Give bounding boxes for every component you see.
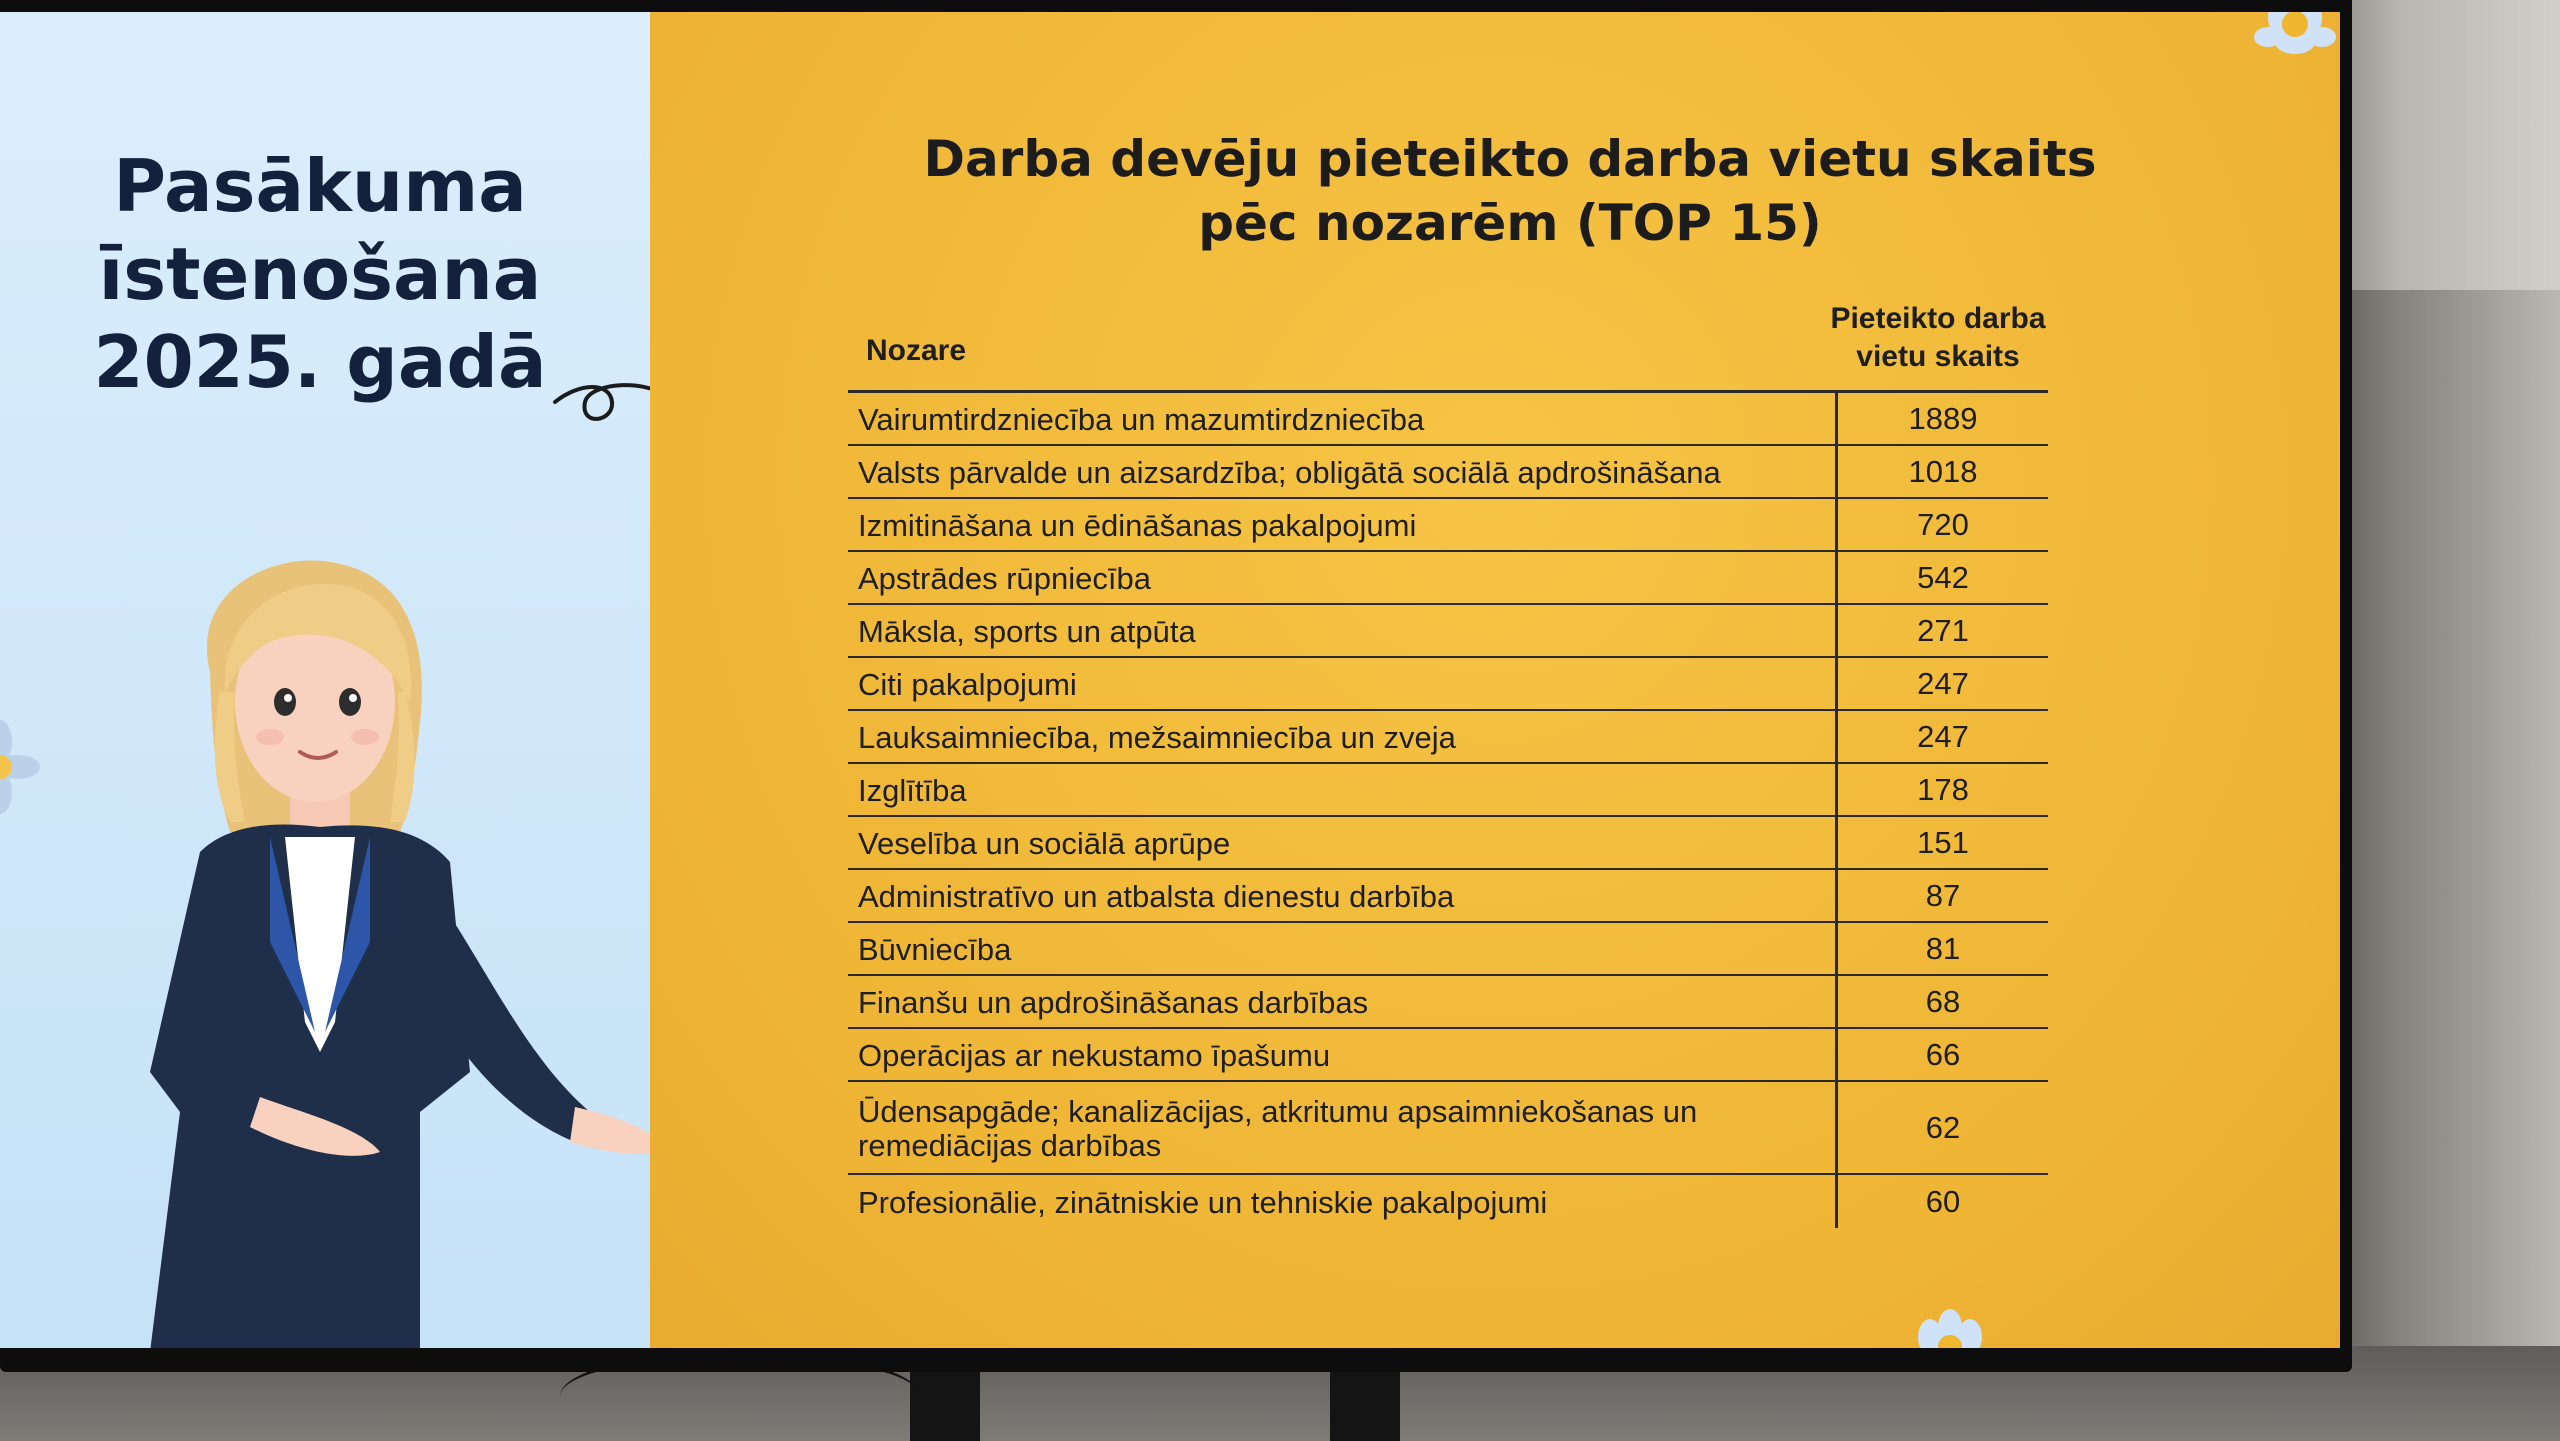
count-cell: 81 xyxy=(1925,930,1961,966)
table-row xyxy=(848,870,2048,923)
count-cell: 1889 xyxy=(1908,400,1978,436)
header-count xyxy=(1828,300,2048,376)
presentation-slide xyxy=(0,12,2340,1348)
count-cell: 66 xyxy=(1925,1036,1961,1072)
header-count-line: vietu skaits xyxy=(1856,340,2020,373)
table-row xyxy=(848,1175,2048,1228)
sector-cell: Izmitināšana un ēdināšanas pakalpojumi xyxy=(848,499,1838,550)
table-row xyxy=(848,605,2048,658)
count-cell: 247 xyxy=(1917,665,1969,701)
side-title-line: īstenošana xyxy=(98,232,542,316)
header-count-line: Pieteikto darba xyxy=(1830,302,2046,335)
sector-cell: Operācijas ar nekustamo īpašumu xyxy=(848,1029,1838,1080)
jobs-by-sector-table xyxy=(848,300,2048,1228)
sector-cell: Finanšu un apdrošināšanas darbības xyxy=(848,976,1838,1027)
daisy-flower-icon xyxy=(1900,1302,2000,1348)
table-header xyxy=(848,300,2048,393)
side-title-line: 2025. gadā xyxy=(93,320,547,404)
slide-side-title xyxy=(60,142,580,406)
table-row xyxy=(848,552,2048,605)
header-sector: Nozare xyxy=(866,334,967,367)
presenter-illustration xyxy=(120,552,680,1348)
daisy-flower-icon xyxy=(2250,12,2340,72)
table-row xyxy=(848,923,2048,976)
count-cell: 151 xyxy=(1917,824,1969,860)
count-cell: 68 xyxy=(1925,983,1961,1019)
count-cell: 1018 xyxy=(1908,453,1978,489)
table-row xyxy=(848,393,2048,446)
count-cell: 720 xyxy=(1917,506,1969,542)
sector-cell: Valsts pārvalde un aizsardzība; obligātā sociālā apdrošināšana xyxy=(848,446,1838,497)
sector-cell: Lauksaimniecība, mežsaimniecība un zveja xyxy=(848,711,1838,762)
slide-title xyxy=(850,127,2170,255)
count-cell: 247 xyxy=(1917,718,1969,754)
table-row xyxy=(848,1029,2048,1082)
count-cell: 60 xyxy=(1925,1183,1961,1219)
table-row xyxy=(848,658,2048,711)
table-row xyxy=(848,499,2048,552)
sector-cell: Citi pakalpojumi xyxy=(848,658,1838,709)
table-row xyxy=(848,446,2048,499)
side-title-line: Pasākuma xyxy=(113,144,527,228)
sector-cell: Veselība un sociālā aprūpe xyxy=(848,817,1838,868)
sector-cell: Būvniecība xyxy=(848,923,1838,974)
count-cell: 178 xyxy=(1917,771,1969,807)
slide-title-line: pēc nozarēm (TOP 15) xyxy=(1198,194,1822,252)
slide-left-panel xyxy=(0,12,650,1348)
sector-cell: Vairumtirdzniecība un mazumtirdzniecība xyxy=(848,393,1838,444)
wall-shadow xyxy=(2340,290,2560,1441)
sector-cell: Profesionālie, zinātniskie un tehniskie pakalpojumi xyxy=(848,1175,1838,1228)
sector-cell: Ūdensapgāde; kanalizācijas, atkritumu apsaimniekošanas un remediācijas darbības xyxy=(848,1082,1838,1173)
count-cell: 62 xyxy=(1925,1109,1961,1145)
sector-cell: Apstrādes rūpniecība xyxy=(848,552,1838,603)
daisy-flower-icon xyxy=(0,712,40,822)
table-row xyxy=(848,764,2048,817)
count-cell: 271 xyxy=(1917,612,1969,648)
count-cell: 87 xyxy=(1925,877,1961,913)
table-row xyxy=(848,711,2048,764)
count-cell: 542 xyxy=(1917,559,1969,595)
sector-cell: Izglītība xyxy=(848,764,1838,815)
table-row xyxy=(848,976,2048,1029)
sector-cell: Māksla, sports un atpūta xyxy=(848,605,1838,656)
slide-title-line: Darba devēju pieteikto darba vietu skaits xyxy=(923,130,2097,188)
table-row xyxy=(848,817,2048,870)
sector-cell: Administratīvo un atbalsta dienestu darbība xyxy=(848,870,1838,921)
table-row xyxy=(848,1082,2048,1175)
